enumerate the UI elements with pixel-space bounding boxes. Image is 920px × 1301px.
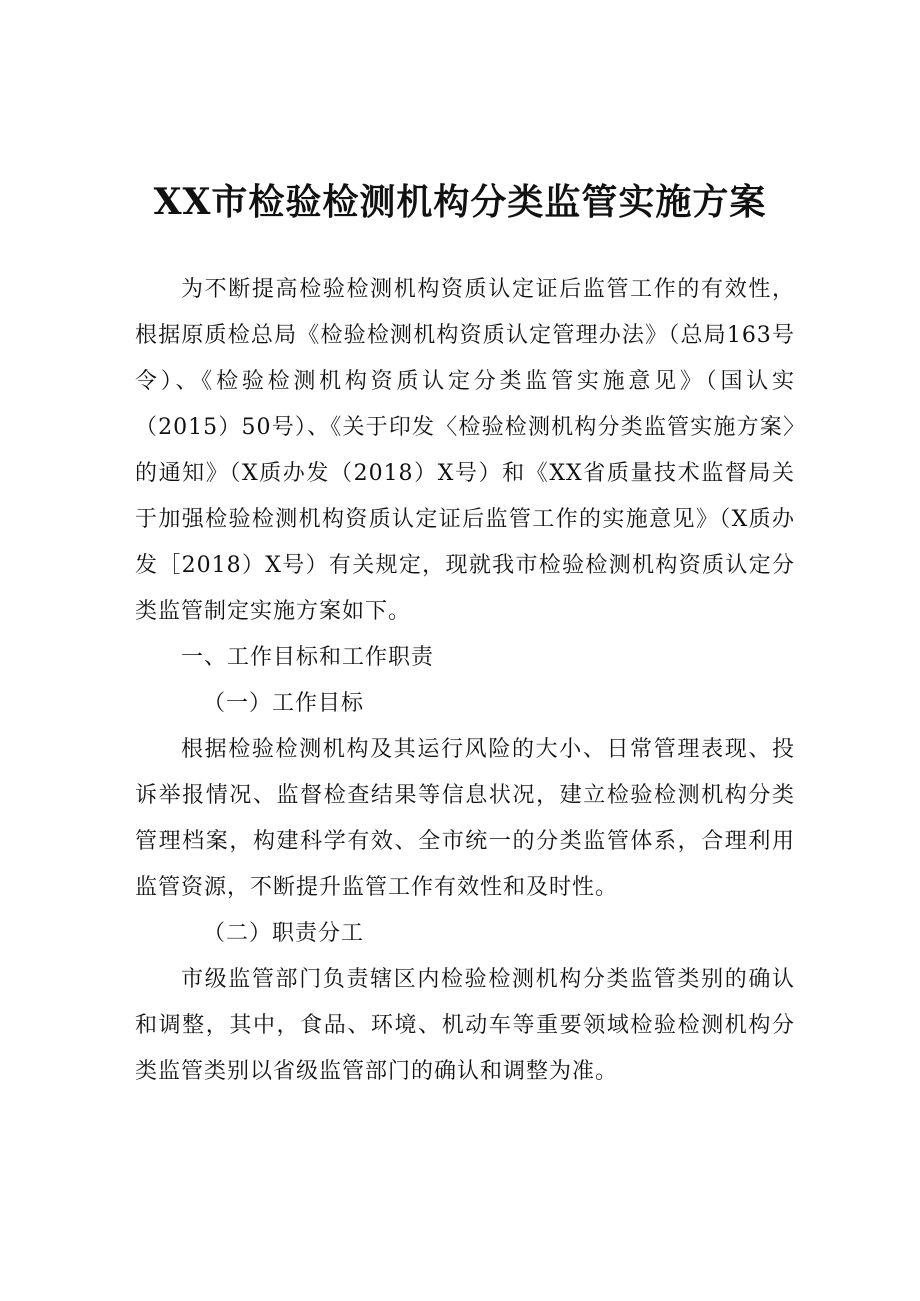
document-title: XX市检验检测机构分类监管实施方案 bbox=[153, 181, 767, 223]
duties-paragraph: 市级监管部门负责辖区内检验检测机构分类监管类别的确认和调整，其中，食品、环境、机动车等重要领域检验检测机构分类监管类别以省级监管部门的确认和调整为准。 bbox=[135, 967, 795, 1084]
intro-paragraph: 为不断提高检验检测机构资质认定证后监管工作的有效性，根据原质检总局《检验检测机构资质认定管理办法》（总局163号令）、《检验检测机构资质认定分类监管实施意见》（国认实（2015）50号）、《关于印发〈检验检测机构分类监管实施方案〉的通知》（X质办发（2018）X号）和《XX省质量技术监督局关于加强检验检测机构资质认定证后监管工作的实施意见》（X质办发［2018）X号）有关规定，现就我市检验检测机构资质认定分类监管制定实施方案如下。 bbox=[135, 277, 795, 624]
subsection-heading-goals: （一）工作目标 bbox=[203, 691, 365, 716]
goals-paragraph: 根据检验检测机构及其运行风险的大小、日常管理表现、投诉举报情况、监督检查结果等信息状况，建立检验检测机构分类管理档案，构建科学有效、全市统一的分类监管体系，合理利用监管资源，不断提升监管工作有效性和及时性。 bbox=[135, 737, 795, 900]
document-body bbox=[135, 267, 795, 1095]
section-heading-goals-duties: 一、工作目标和工作职责 bbox=[181, 645, 435, 670]
subsection-heading-duties: （二）职责分工 bbox=[203, 921, 365, 946]
